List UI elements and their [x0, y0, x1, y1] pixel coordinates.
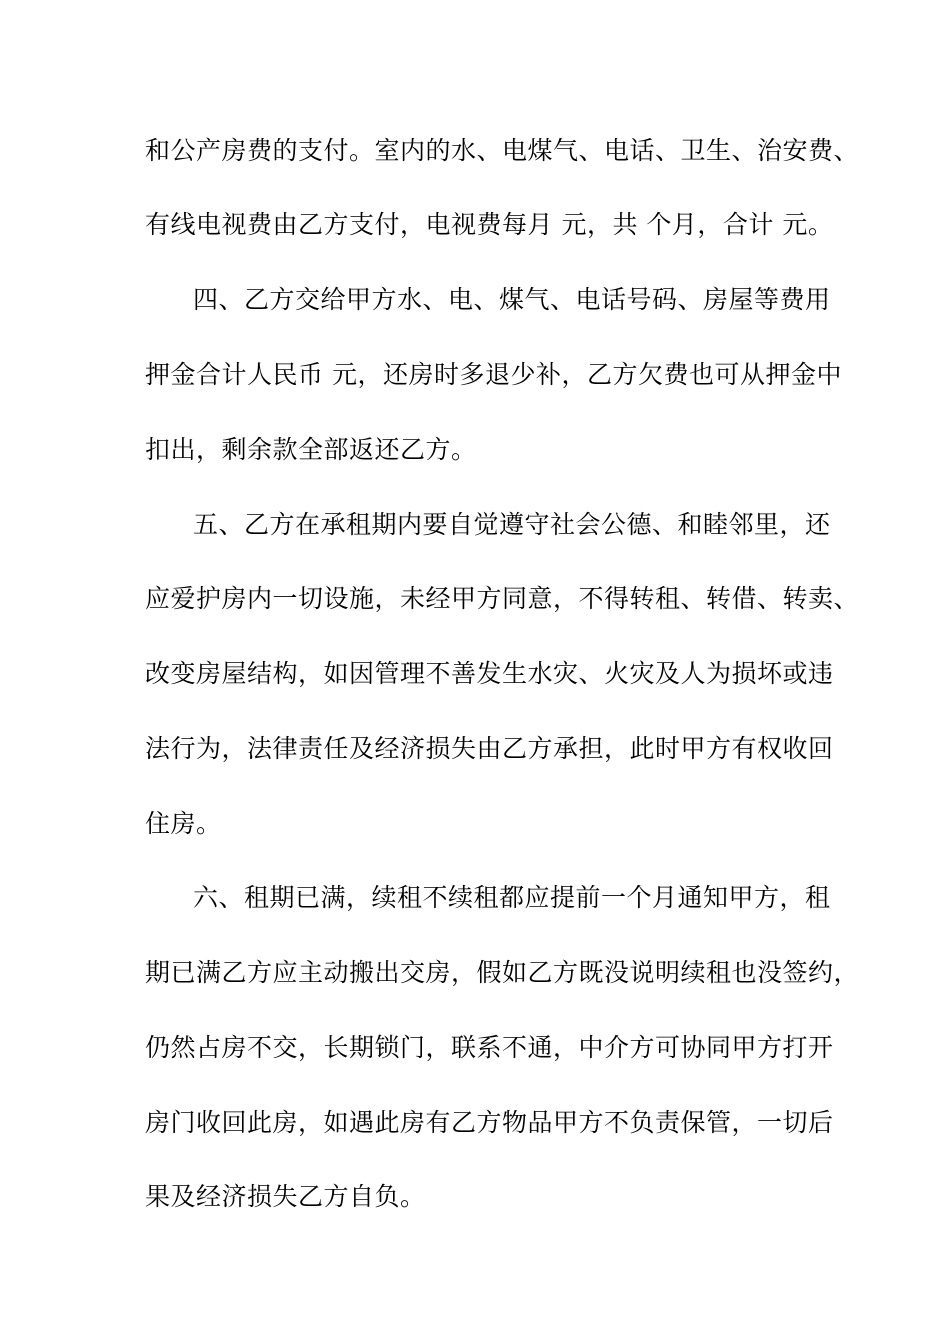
text-line: 房门收回此房，如遇此房有乙方物品甲方不负责保管，一切后 — [145, 1108, 834, 1137]
paragraph-six-start: 六、租期已满，续租不续租都应提前一个月通知甲方，租 — [193, 883, 831, 912]
text-line: 应爱护房内一切设施，未经甲方同意，不得转租、转借、转卖、 — [145, 584, 860, 613]
text-line: 和公产房费的支付。室内的水、电煤气、电话、卫生、治安费、 — [145, 136, 860, 165]
text-line: 改变房屋结构，如因管理不善发生水灾、火灾及人为损坏或违 — [145, 659, 834, 688]
text-line: 押金合计人民币 元，还房时多退少补，乙方欠费也可从押金中 — [145, 360, 842, 389]
text-line: 果及经济损失乙方自负。 — [145, 1182, 426, 1211]
text-line: 期已满乙方应主动搬出交房，假如乙方既没说明续租也没签约， — [145, 958, 860, 987]
text-line: 住房。 — [145, 809, 222, 838]
paragraph-five-start: 五、乙方在承租期内要自觉遵守社会公德、和睦邻里，还 — [193, 510, 831, 539]
text-line: 法行为，法律责任及经济损失由乙方承担，此时甲方有权收回 — [145, 734, 834, 763]
text-line: 扣出，剩余款全部返还乙方。 — [145, 435, 477, 464]
text-line: 仍然占房不交，长期锁门，联系不通，中介方可协同甲方打开 — [145, 1033, 834, 1062]
paragraph-four-start: 四、乙方交给甲方水、电、煤气、电话号码、房屋等费用 — [193, 285, 831, 314]
text-line: 有线电视费由乙方支付，电视费每月 元，共 个月，合计 元。 — [145, 210, 834, 239]
